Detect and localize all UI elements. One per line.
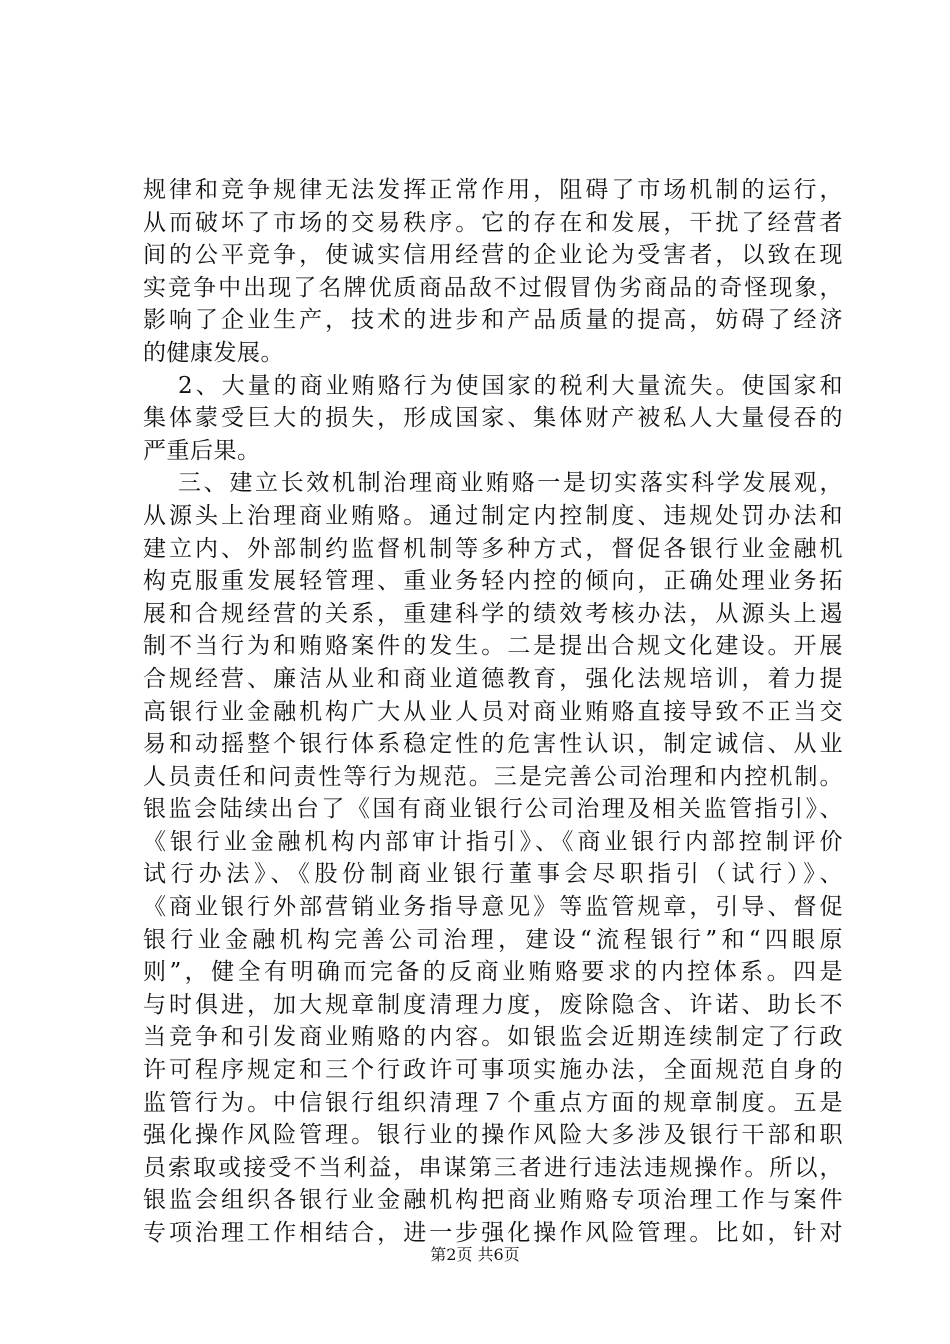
text-line: 实竞争中出现了名牌优质商品敌不过假冒伪劣商品的奇怪现象，	[143, 274, 843, 301]
text-line: 影响了企业生产，技术的进步和产品质量的提高，妨碍了经济	[143, 307, 843, 334]
text-line: 2、大量的商业贿赂行为使国家的税利大量流失。使国家和	[178, 372, 843, 399]
text-line: 间的公平竞争，使诚实信用经营的企业论为受害者，以致在现	[143, 242, 843, 269]
text-line: 制不当行为和贿赂案件的发生。二是提出合规文化建设。开展	[143, 633, 843, 660]
text-line: 则”，健全有明确而完备的反商业贿赂要求的内控体系。四是	[143, 959, 843, 986]
text-line: 银行业金融机构完善公司治理，建设“流程银行”和“四眼原	[143, 926, 843, 953]
text-line: 强化操作风险管理。银行业的操作风险大多涉及银行干部和职	[143, 1122, 843, 1149]
text-line: 专项治理工作相结合，进一步强化操作风险管理。比如，针对	[143, 1220, 843, 1246]
text-line: 人员责任和问责性等行为规范。三是完善公司治理和内控机制。	[143, 763, 843, 790]
text-line: 当竞争和引发商业贿赂的内容。如银监会近期连续制定了行政	[143, 1024, 843, 1051]
text-line: 监管行为。中信银行组织清理７个重点方面的规章制度。五是	[143, 1089, 843, 1116]
text-line: 员索取或接受不当利益，串谋第三者进行违法违规操作。所以，	[143, 1154, 843, 1181]
text-line: 许可程序规定和三个行政许可事项实施办法，全面规范自身的	[143, 1057, 843, 1084]
text-line: 集体蒙受巨大的损失，形成国家、集体财产被私人大量侵吞的	[143, 405, 843, 432]
text-line: 试行办法》、《股份制商业银行董事会尽职指引（试行）》、	[143, 861, 843, 888]
text-line: 从源头上治理商业贿赂。通过制定内控制度、违规处罚办法和	[143, 502, 843, 529]
body-text	[143, 174, 843, 1250]
text-line: 构克服重发展轻管理、重业务轻内控的倾向，正确处理业务拓	[143, 568, 843, 595]
text-line: 《商业银行外部营销业务指导意见》等监管规章，引导、督促	[143, 894, 843, 921]
text-line: 与时俱进，加大规章制度清理力度，废除隐含、许诺、助长不	[143, 991, 843, 1018]
text-line: 银监会组织各银行业金融机构把商业贿赂专项治理工作与案件	[143, 1187, 843, 1214]
text-line: 建立内、外部制约监督机制等多种方式，督促各银行业金融机	[143, 535, 843, 562]
page-footer: 第2页 共6页	[430, 1245, 520, 1264]
text-line: 规律和竞争规律无法发挥正常作用，阻碍了市场机制的运行，	[143, 177, 843, 203]
text-line: 从而破坏了市场的交易秩序。它的存在和发展，干扰了经营者	[143, 209, 843, 236]
text-line: 高银行业金融机构广大从业人员对商业贿赂直接导致不正当交	[143, 698, 843, 725]
text-line: 的健康发展。	[143, 339, 284, 366]
text-line: 严重后果。	[143, 437, 261, 464]
text-line: 合规经营、廉洁从业和商业道德教育，强化法规培训，着力提	[143, 665, 843, 692]
text-line: 银监会陆续出台了《国有商业银行公司治理及相关监管指引》、	[143, 796, 843, 823]
text-line: 三、建立长效机制治理商业贿赂一是切实落实科学发展观，	[178, 470, 843, 497]
text-line: 展和合规经营的关系，重建科学的绩效考核办法，从源头上遏	[143, 600, 843, 627]
text-line: 《银行业金融机构内部审计指引》、《商业银行内部控制评价	[143, 828, 843, 855]
text-line: 易和动摇整个银行体系稳定性的危害性认识，制定诚信、从业	[143, 731, 843, 758]
